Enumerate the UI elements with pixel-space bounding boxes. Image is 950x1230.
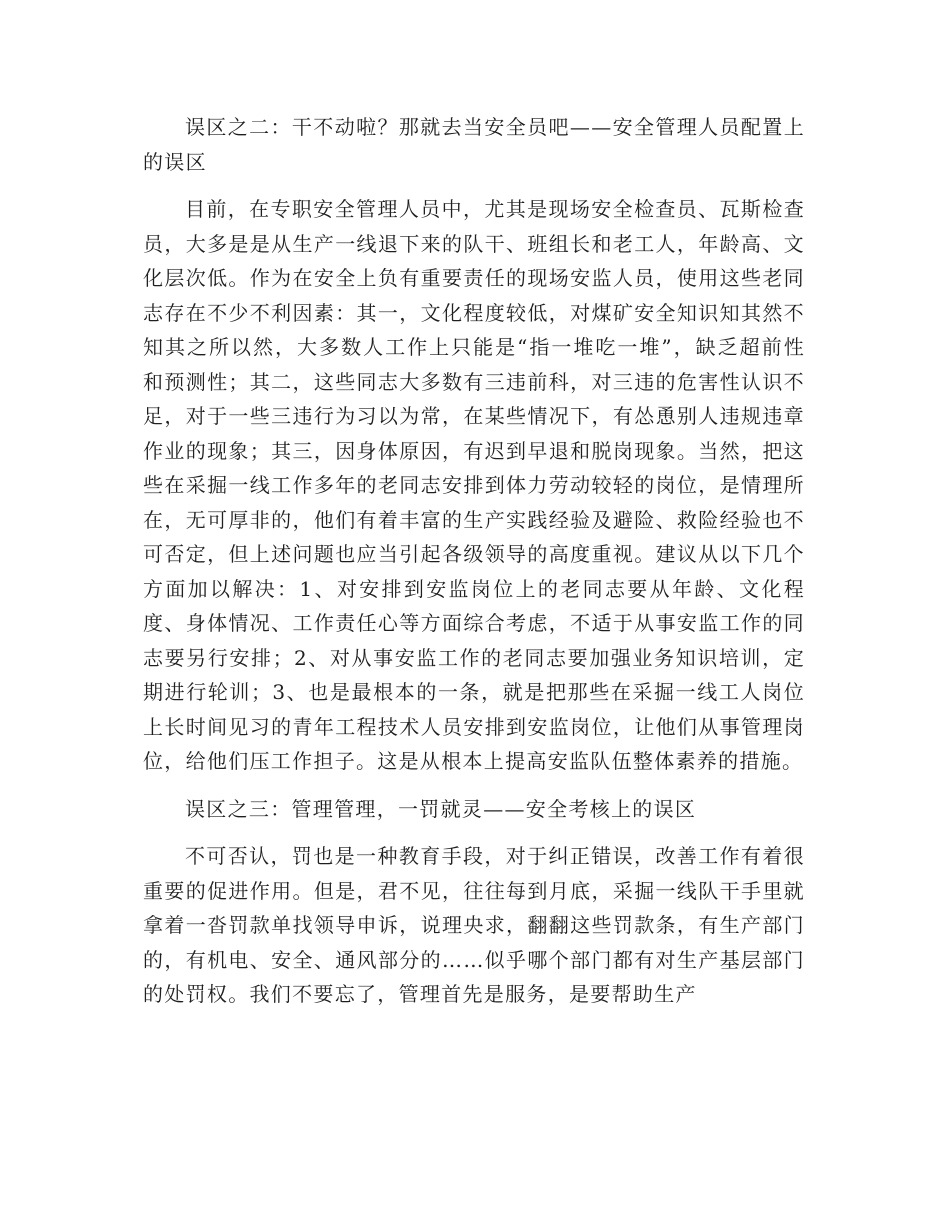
section-heading-misconception-3: 误区之三：管理管理，一罚就灵——安全考核上的误区 [185,796,697,821]
document-page [143,110,805,1012]
body-paragraph-penalties: 不可否认，罚也是一种教育手段，对于纠正错误，改善工作有着很重要的促进作用。但是，君不见，往往每到月底，采掘一线队干手里就拿着一沓罚款单找领导申诉，说理央求，翻翻这些罚款条，有生产部门的，有机电、安全、通风部分的……似乎哪个部门都有对生产基层部门的处罚权。我们不要忘了，管理首先是服务，是要帮助生产 [143,844,805,1006]
section-heading-misconception-2: 误区之二：干不动啦？那就去当安全员吧——安全管理人员配置上的误区 [143,115,805,174]
body-paragraph-safety-staffing: 目前，在专职安全管理人员中，尤其是现场安全检查员、瓦斯检查员，大多是是从生产一线退下来的队干、班组长和老工人，年龄高、文化层次低。作为在安全上负有重要责任的现场安监人员，使用这些老同志存在不少不利因素：其一，文化程度较低，对煤矿安全知识知其然不知其之所以然，大多数人工作上只能是“指一堆吃一堆”，缺乏超前性和预测性；其二，这些同志大多数有三违前科，对三违的危害性认识不足，对于一些三违行为习以为常，在某些情况下，有怂恿别人违规违章作业的现象；其三，因身体原因，有迟到早退和脱岗现象。当然，把这些在采掘一线工作多年的老同志安排到体力劳动较轻的岗位，是情理所在，无可厚非的，他们有着丰富的生产实践经验及避险、救险经验也不可否定，但上述问题也应当引起各级领导的高度重视。建议从以下几个方面加以解决：1、对安排到安监岗位上的老同志要从年龄、文化程度、身体情况、工作责任心等方面综合考虑，不适于从事安监工作的同志要另行安排；2、对从事安监工作的老同志要加强业务知识培训，定期进行轮训；3、也是最根本的一条，就是把那些在采掘一线工人岗位上长时间见习的青年工程技术人员安排到安监岗位，让他们从事管理岗位，给他们压工作担子。这是从根本上提高安监队伍整体素养的措施。 [143,197,805,773]
